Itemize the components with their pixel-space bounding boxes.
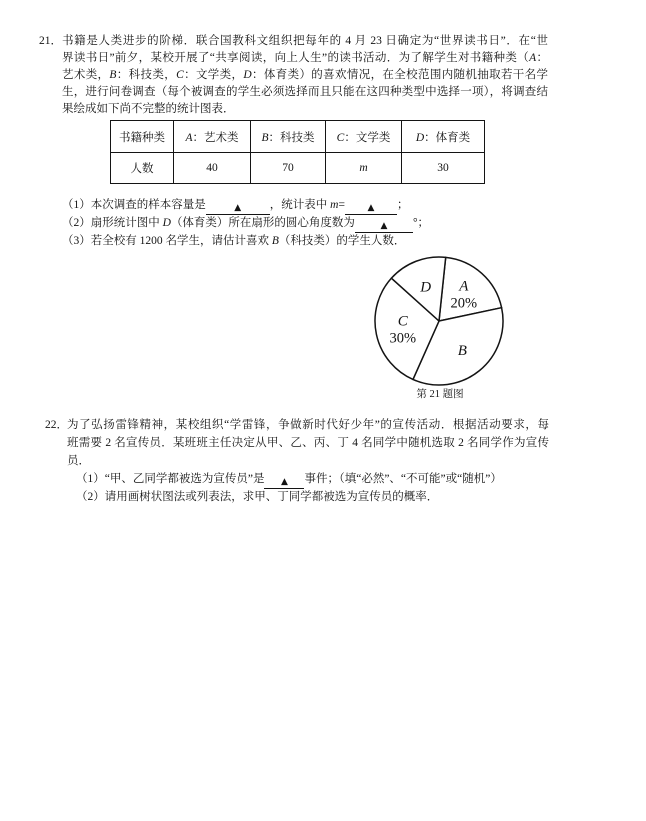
sub-question-text: °； bbox=[412, 217, 430, 229]
question-stem bbox=[67, 416, 549, 470]
table-header-cell: D：体育类 bbox=[402, 121, 485, 153]
sub-question-label: （2） bbox=[62, 217, 91, 229]
math-variable: A bbox=[185, 131, 193, 144]
sub-question-label: （1） bbox=[62, 199, 91, 211]
math-variable: B bbox=[271, 235, 279, 247]
table-header-row bbox=[111, 121, 485, 153]
figure-caption: 第 21 题图 bbox=[416, 389, 464, 400]
sub-question-text: ； bbox=[396, 199, 409, 211]
table-cell: 30 bbox=[402, 153, 485, 184]
pie-chart bbox=[366, 248, 512, 394]
sub-question-text: ，统计表中 m= bbox=[269, 199, 345, 211]
sub-question-2 bbox=[76, 488, 438, 506]
sub-question-1 bbox=[76, 470, 502, 488]
table-header-cell: C：文学类 bbox=[326, 121, 402, 153]
pie-label-a: A bbox=[459, 278, 469, 295]
pie-percent-c: 30% bbox=[389, 330, 417, 347]
pie-label-b: B bbox=[457, 342, 467, 359]
sub-question-text: 若全校有 1200 名学生，请估计喜欢 B（科技类）的学生人数． bbox=[90, 235, 406, 247]
math-variable: D bbox=[243, 69, 252, 81]
math-variable: D bbox=[162, 217, 171, 229]
math-variable: C bbox=[336, 131, 345, 144]
table-cell bbox=[326, 153, 402, 184]
blank-marker: ▲ bbox=[281, 477, 288, 487]
table-header-cell: A：艺术类 bbox=[174, 121, 251, 153]
question-stem bbox=[62, 33, 548, 118]
math-variable: B bbox=[261, 131, 269, 144]
sub-question-label: （2） bbox=[76, 491, 105, 503]
question-number: 21． bbox=[39, 35, 62, 47]
sub-question-label: （1） bbox=[76, 473, 105, 485]
blank-marker: ▲ bbox=[380, 221, 388, 231]
sub-question-label: （3） bbox=[62, 235, 91, 247]
stem-line: 艺术类，B：科技类，C：文学类，D：体育类）的喜欢情况，在全校范围内随机抽取若干名学 bbox=[62, 69, 549, 81]
statistics-table bbox=[110, 120, 485, 184]
pie-label-c: C bbox=[397, 313, 408, 330]
stem-line: 界读书日”前夕，某校开展了“共享阅读，向上人生”的读书活动．为了解学生对书籍种类（A： bbox=[62, 52, 549, 64]
sub-question-text: 扇形统计图中 D（体育类）所在扇形的圆心角度数为 bbox=[90, 217, 355, 229]
math-variable: A bbox=[529, 52, 537, 64]
sub-question-text: “甲、乙同学都被选为宣传员”是 bbox=[104, 473, 265, 485]
sub-question-3 bbox=[62, 232, 405, 250]
question-number: 22． bbox=[45, 419, 68, 431]
stem-line: 员． bbox=[67, 455, 90, 467]
math-variable: m bbox=[359, 162, 368, 174]
table-data-row bbox=[111, 153, 485, 184]
math-variable: B bbox=[109, 69, 117, 81]
sub-question-2 bbox=[62, 214, 429, 232]
sub-question-text: 事件；（填“必然”、“不可能”或“随机”） bbox=[304, 473, 502, 485]
table-cell: 40 bbox=[174, 153, 251, 184]
table-header-cell: B：科技类 bbox=[251, 121, 326, 153]
math-variable: D bbox=[415, 131, 425, 144]
sub-question-1 bbox=[62, 196, 408, 214]
sub-question-text: 本次调查的样本容量是 bbox=[90, 199, 206, 211]
math-variable: C bbox=[176, 69, 184, 81]
blank-marker: ▲ bbox=[367, 203, 375, 213]
sub-question-text: 请用画树状图法或列表法，求甲、丁同学都被选为宣传员的概率． bbox=[104, 491, 439, 503]
pie-percent-a: 20% bbox=[450, 295, 478, 312]
table-cell: 70 bbox=[251, 153, 326, 184]
pie-label-d: D bbox=[420, 279, 432, 296]
stem-line: 书籍是人类进步的阶梯．联合国教科文组织把每年的 4 月 23 日确定为“世界读书日”．在“世 bbox=[62, 35, 548, 47]
table-row-label: 人数 bbox=[111, 153, 174, 184]
stem-line: 班需要 2 名宣传员．某班班主任决定从甲、乙、丙、丁 4 名同学中随机选取 2 名同学作为宣传 bbox=[67, 437, 549, 449]
stem-line: 生，进行问卷调查（每个被调查的学生必须选择而且只能在这四种类型中选择一项），将调查结 bbox=[62, 86, 548, 98]
blank-marker: ▲ bbox=[234, 203, 242, 213]
stem-line: 果绘成如下尚不完整的统计图表． bbox=[62, 103, 235, 115]
stem-line: 为了弘扬雷锋精神，某校组织“学雷锋，争做新时代好少年”的宣传活动．根据活动要求，每 bbox=[67, 419, 549, 431]
math-variable: m bbox=[330, 199, 339, 211]
table-header-cell: 书籍种类 bbox=[111, 121, 174, 153]
